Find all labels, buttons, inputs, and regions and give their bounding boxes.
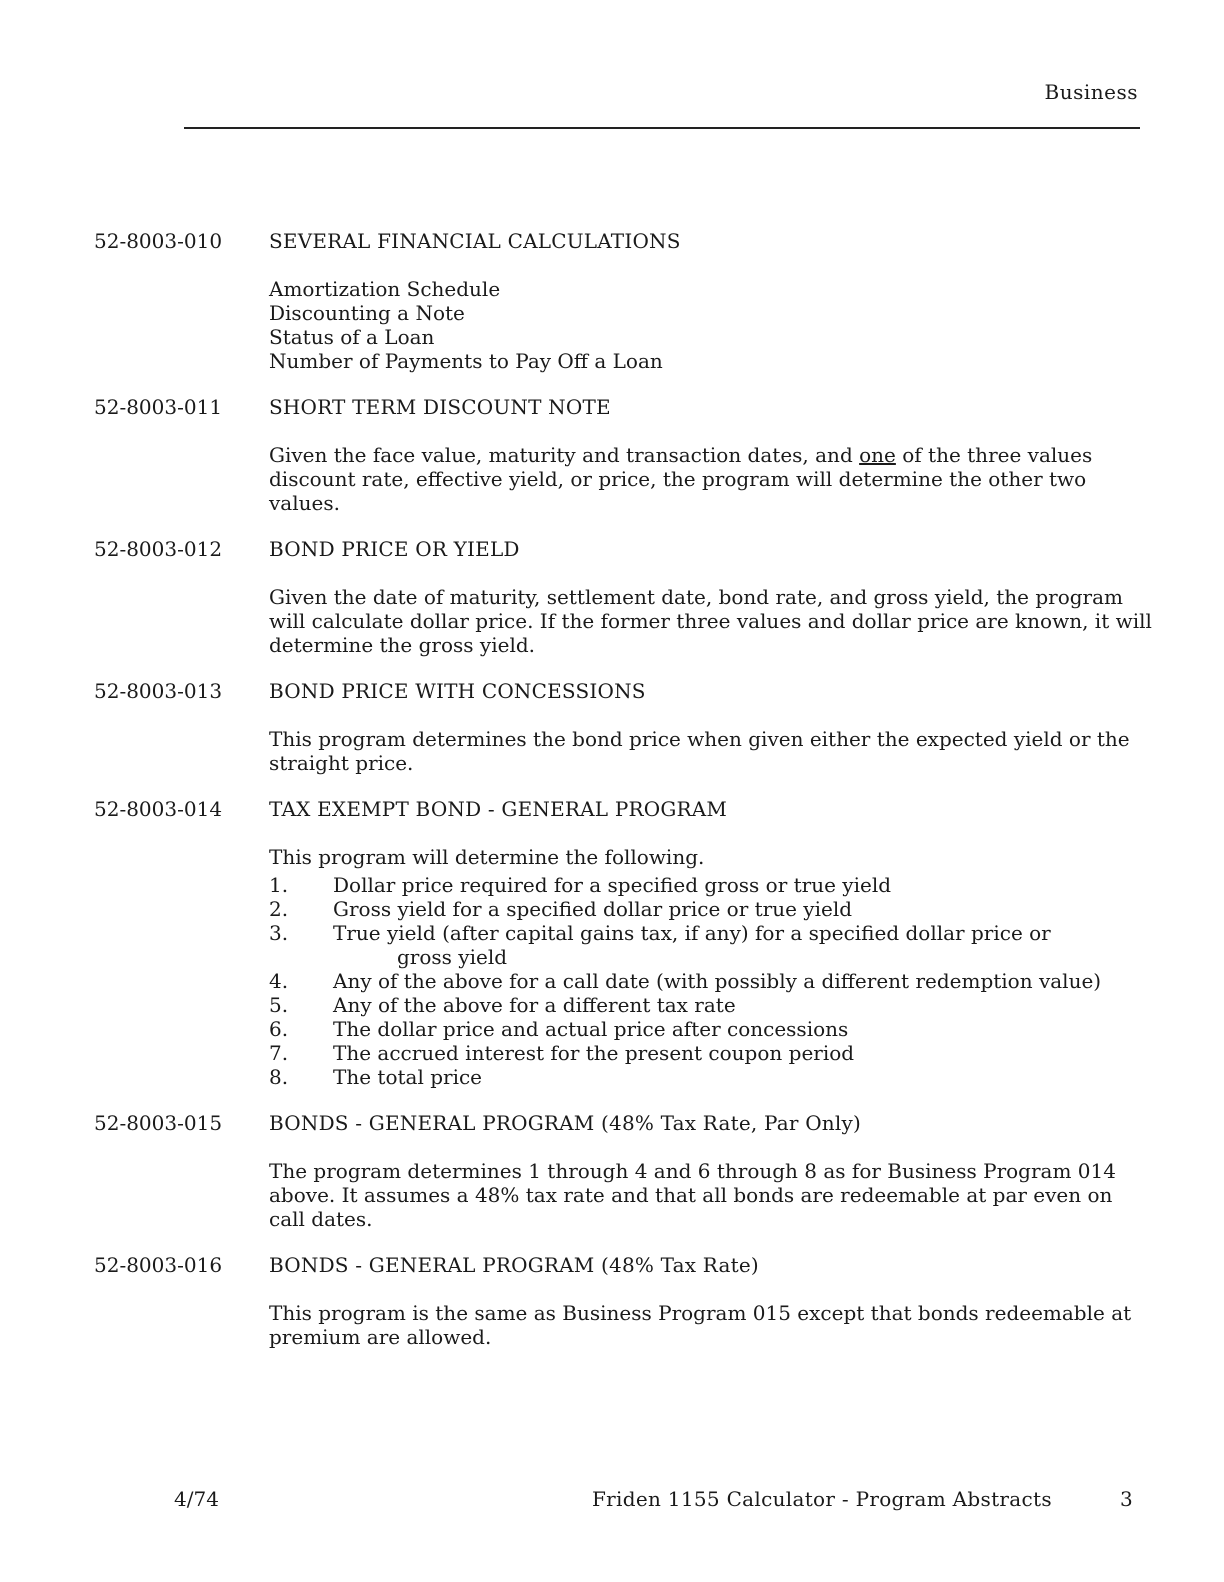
program-entry [94,679,1154,775]
list-item [269,969,1154,993]
list-item [269,1065,1154,1089]
program-body [269,229,1154,373]
item-text-continuation: gross yield [397,945,508,969]
program-body [269,537,1154,657]
program-title: TAX EXEMPT BOND - GENERAL PROGRAM [269,797,728,821]
item-number: 2. [269,897,289,921]
program-entry [94,1253,1154,1349]
program-title: SHORT TERM DISCOUNT NOTE [269,395,611,419]
program-description: Given the date of maturity, settlement date, bond rate, and gross yield, the program will calculate dollar price. If the former three values and dollar price are known, it will determine the gross yield. [269,585,1152,657]
numbered-list [269,873,1154,1089]
list-item [269,1041,1154,1065]
item-text: The accrued interest for the present coupon period [333,1041,855,1065]
program-body [269,797,1154,1089]
program-description: This program is the same as Business Program 015 except that bonds redeemable at premium are allowed. [269,1301,1132,1349]
list-item: Discounting a Note [269,301,465,325]
item-text: Gross yield for a specified dollar price or true yield [333,897,853,921]
item-text: Any of the above for a different tax rate [333,993,736,1017]
list-item: Amortization Schedule [269,277,501,301]
program-title: BOND PRICE OR YIELD [269,537,520,561]
list-item [269,1017,1154,1041]
item-text: The dollar price and actual price after concessions [333,1017,849,1041]
program-title: BONDS - GENERAL PROGRAM (48% Tax Rate) [269,1253,759,1277]
program-id: 52-8003-013 [94,679,223,703]
item-text [333,921,1154,969]
program-id: 52-8003-015 [94,1111,223,1135]
list-item [269,993,1154,1017]
list-item: Number of Payments to Pay Off a Loan [269,349,663,373]
list-item [269,873,1154,897]
program-description [269,443,1154,515]
footer-title: Friden 1155 Calculator - Program Abstracts [592,1487,1052,1511]
header-section-label: Business [1044,80,1138,104]
program-title: BOND PRICE WITH CONCESSIONS [269,679,646,703]
program-id: 52-8003-012 [94,537,223,561]
program-body [269,395,1154,515]
calculation-list [269,277,1154,373]
item-number: 4. [269,969,289,993]
item-number: 1. [269,873,289,897]
list-item [269,921,1154,969]
program-id: 52-8003-014 [94,797,223,821]
description-text: of the three values discount rate, effective yield, or price, the program will determine the other two values. [269,443,1093,515]
program-title: BONDS - GENERAL PROGRAM (48% Tax Rate, Par Only) [269,1111,861,1135]
header-rule [184,127,1140,129]
item-text: Any of the above for a call date (with possibly a different redemption value) [333,969,1102,993]
underlined-word: one [859,443,896,467]
program-entry [94,797,1154,1089]
program-entries [94,229,1154,1371]
item-text: Dollar price required for a specified gross or true yield [333,873,892,897]
program-entry [94,229,1154,373]
program-entry [94,1111,1154,1231]
item-text-line: True yield (after capital gains tax, if any) for a specified dollar price or [333,921,1051,945]
list-item [269,897,1154,921]
program-entry [94,537,1154,657]
item-number: 8. [269,1065,289,1089]
footer-date: 4/74 [174,1487,219,1511]
program-description: This program determines the bond price when given either the expected yield or the straight price. [269,727,1130,775]
program-id: 52-8003-016 [94,1253,223,1277]
program-title: SEVERAL FINANCIAL CALCULATIONS [269,229,681,253]
item-text: The total price [333,1065,483,1089]
program-description: The program determines 1 through 4 and 6 through 8 as for Business Program 014 above. It assumes a 48% tax rate and that all bonds are redeemable at par even on call dates. [269,1159,1116,1231]
program-id: 52-8003-010 [94,229,223,253]
program-body [269,1111,1154,1231]
description-text: Given the face value, maturity and transaction dates, and [269,443,860,467]
program-body [269,1253,1154,1349]
item-number: 6. [269,1017,289,1041]
page-number: 3 [1120,1487,1133,1511]
program-entry [94,395,1154,515]
program-id: 52-8003-011 [94,395,223,419]
item-number: 3. [269,921,289,945]
program-intro: This program will determine the following. [269,845,705,869]
program-body [269,679,1154,775]
item-number: 7. [269,1041,289,1065]
item-number: 5. [269,993,289,1017]
list-item: Status of a Loan [269,325,435,349]
